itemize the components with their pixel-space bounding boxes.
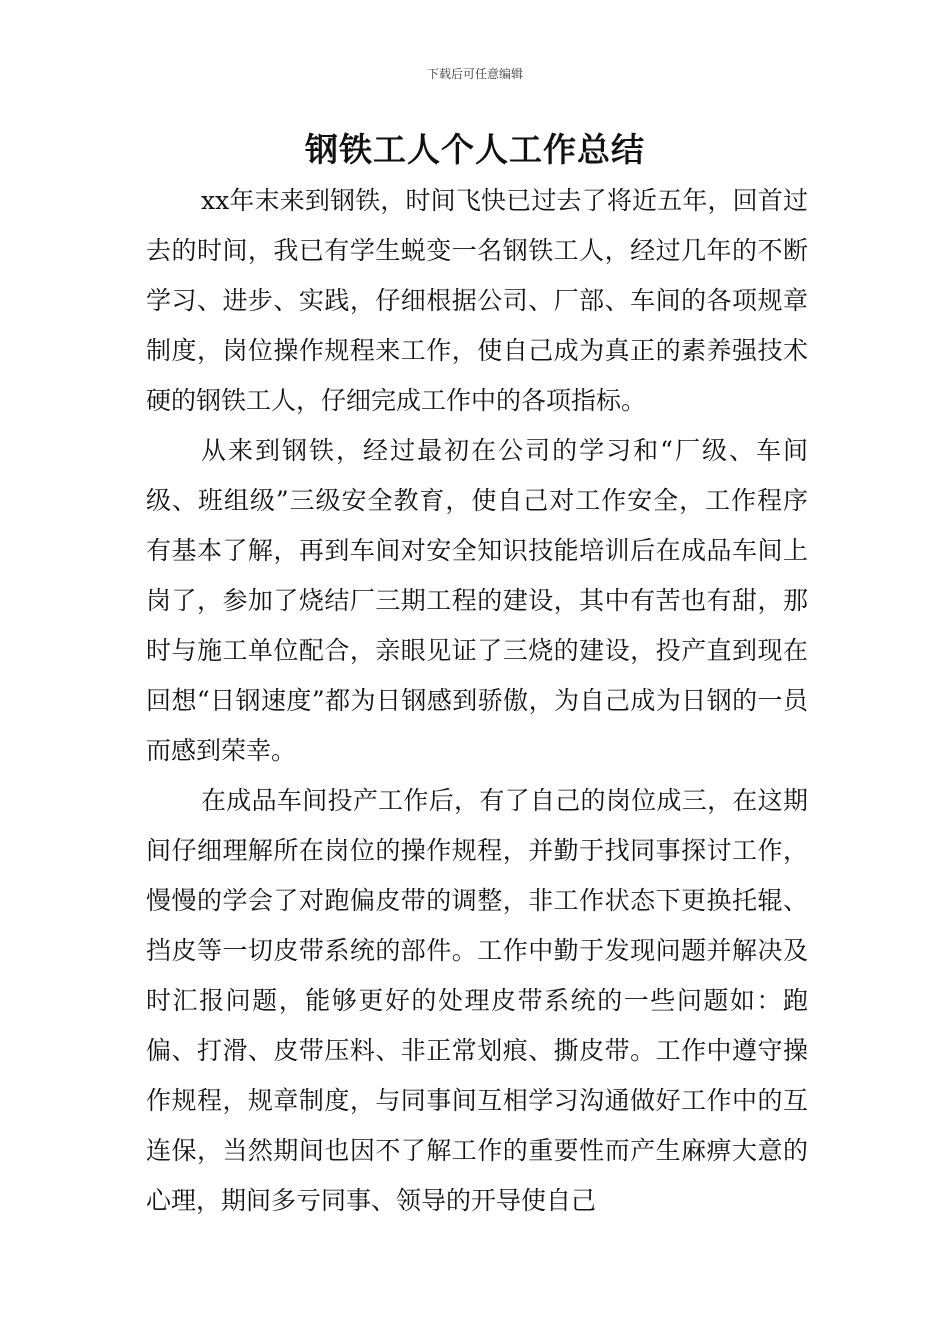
header-note: 下载后可任意编辑: [426, 67, 523, 81]
paragraph-2: 从来到钢铁，经过最初在公司的学习和“厂级、车间级、班组级”三级安全教育，使自己对工作安全，工作程序有基本了解，再到车间对安全知识技能培训后在成品车间上岗了，参加了烧结厂三期工程的建设，其中有苦也有甜，那时与施工单位配合，亲眼见证了三烧的建设，投产直到现在回想“日钢速度”都为日钢感到骄傲，为自己成为日钢的一员而感到荣幸。: [146, 436, 808, 765]
paragraph-3: 在成品车间投产工作后，有了自己的岗位成三，在这期间仔细理解所在岗位的操作规程，并勤于找同事探讨工作，慢慢的学会了对跑偏皮带的调整，非工作状态下更换托辊、挡皮等一切皮带系统的部件。工作中勤于发现问题并解决及时汇报问题，能够更好的处理皮带系统的一些问题如：跑偏、打滑、皮带压料、非正常划痕、撕皮带。工作中遵守操作规程，规章制度，与同事间互相学习沟通做好工作中的互连保，当然期间也因不了解工作的重要性而产生麻痹大意的心理，期间多亏同事、领导的开导使自己: [146, 786, 808, 1215]
page-title: 钢铁工人个人工作总结: [305, 130, 645, 169]
document-body: [146, 176, 808, 1226]
paragraph-1: xx年末来到钢铁，时间飞快已过去了将近五年，回首过去的时间，我已有学生蜕变一名钢铁工人，经过几年的不断学习、进步、实践，仔细根据公司、厂部、车间的各项规章制度，岗位操作规程来工作，使自己成为真正的素养强技术硬的钢铁工人，仔细完成工作中的各项指标。: [146, 186, 808, 415]
